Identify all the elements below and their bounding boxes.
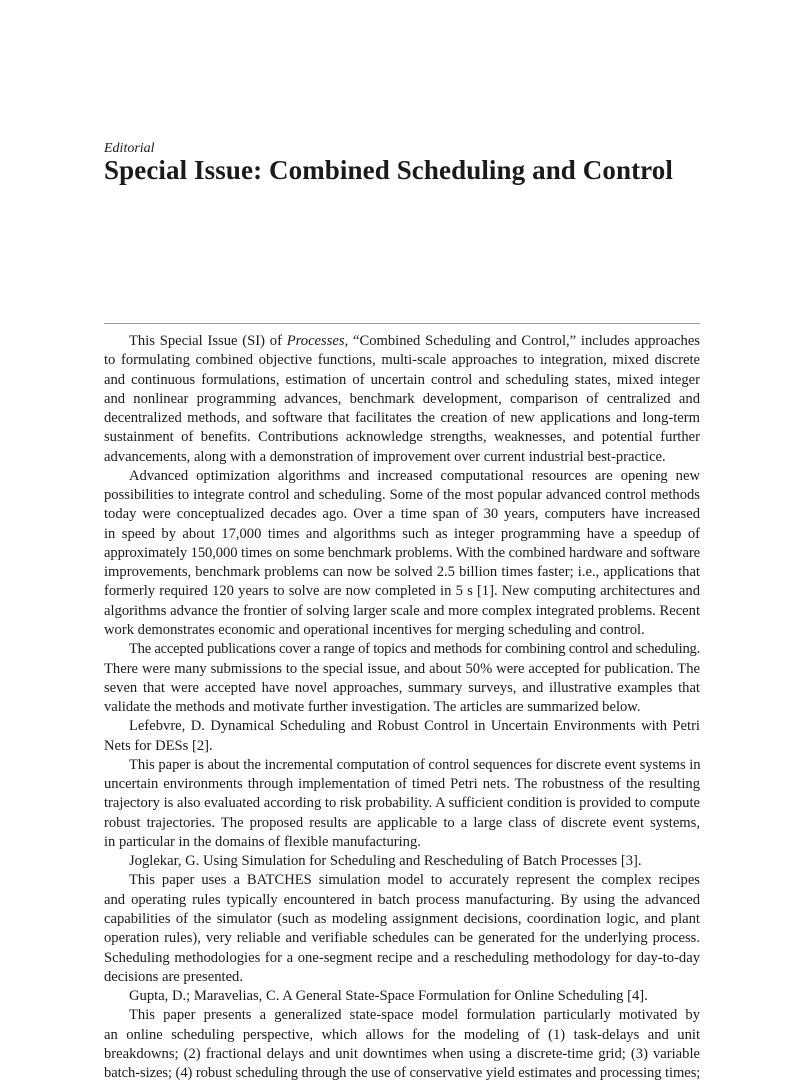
text-line: This Special Issue (SI) of Processes, “Combined Scheduling and Control,” includes approaches [129,333,700,349]
text-line: today were conceptualized decades ago. Over a time span of 30 years, computers have increased [104,506,700,523]
text-line: The accepted publications cover a range of topics and methods for combining control and scheduling. [129,641,700,658]
paragraph [104,871,700,987]
text-line: possibilities to integrate control and scheduling. Some of the most popular advanced control methods [104,487,700,504]
text-line: algorithms advance the frontier of solving larger scale and more complex integrated problems. Recent [104,602,700,619]
text-line: seven that were accepted have novel approaches, summary surveys, and illustrative examples that [104,679,700,696]
text-line: advancements, along with a demonstration of improvement over current industrial best-practice. [104,448,666,465]
text-line: capabilities of the simulator (such as modeling assignment decisions, coordination logic, and plant [104,910,700,927]
paragraph [104,640,700,717]
text-line: and nonlinear programming advances, benchmark development, comparison of centralized and [104,390,700,407]
paragraph [104,1006,700,1083]
text-line: work demonstrates economic and operational incentives for merging scheduling and control. [104,621,645,638]
text-line: decisions are presented. [104,968,243,985]
text-line: approximately 150,000 times on some benchmark problems. With the combined hardware and software [104,544,700,561]
text-line: to formulating combined objective functions, multi-scale approaches to integration, mixed discrete [104,352,700,369]
text-line: Advanced optimization algorithms and increased computational resources are opening new [129,467,700,484]
text-line: improvements, benchmark problems can now be solved 2.5 billion times faster; i.e., applications that [104,564,700,581]
paragraph [104,987,700,1006]
text-line: an online scheduling perspective, which allows for the modeling of (1) task-delays and unit [104,1026,700,1043]
article-title: Special Issue: Combined Scheduling and Control [104,155,673,185]
paragraph [104,467,700,640]
text-line: This paper uses a BATCHES simulation model to accurately represent the complex recipes [129,872,700,889]
text-line: There were many submissions to the special issue, and about 50% were accepted for publication. The [104,660,700,677]
paragraph [104,717,700,756]
text-line: in particular in the domains of flexible manufacturing. [104,833,421,850]
article-kicker: Editorial [104,141,155,156]
text-line: robust trajectories. The proposed results are applicable to a large class of discrete event systems, [104,814,700,831]
text-line: Lefebvre, D. Dynamical Scheduling and Robust Control in Uncertain Environments with Petri [129,718,700,735]
text-line: Scheduling methodologies for a one-segment recipe and a rescheduling methodology for day-to-day [104,949,700,966]
text-line: validate the methods and motivate further investigation. The articles are summarized below. [104,699,641,716]
text-line: decentralized methods, and software that facilitates the creation of new applications and long-term [104,410,700,427]
article-body [104,332,700,1083]
paragraph [104,852,700,871]
text-line: uncertain environments through implementation of timed Petri nets. The robustness of the resulting [104,776,700,793]
text-line: Joglekar, G. Using Simulation for Scheduling and Rescheduling of Batch Processes [3]. [129,853,642,870]
text-line: operation rules), very reliable and verifiable schedules can be generated for the underlying process. [104,930,700,947]
text-line: breakdowns; (2) fractional delays and unit downtimes when using a discrete-time grid; (3) variable [104,1045,700,1062]
title-divider [104,323,700,324]
text-line: Nets for DESs [2]. [104,737,213,754]
text-line: in speed by about 17,000 times and algorithms such as integer programming have a speedup of [104,525,700,542]
text-line: This paper is about the incremental computation of control sequences for discrete event systems in [129,756,701,773]
text-line: Gupta, D.; Maravelias, C. A General State-Space Formulation for Online Scheduling [4]. [129,988,648,1005]
text-line: and continuous formulations, estimation of uncertain control and scheduling states, mixed integer [104,371,700,388]
journal-name: Processes [286,333,345,349]
text-line: This paper presents a generalized state-space model formulation particularly motivated by [129,1007,700,1024]
text-line: and operating rules typically encountered in batch process manufacturing. By using the advanced [104,891,700,908]
text-line: formerly required 120 years to solve are now completed in 5 s [1]. New computing architectures and [104,583,700,600]
text-line: trajectory is also evaluated according to risk probability. A sufficient condition is provided to compute [104,795,700,812]
paragraph [104,756,700,852]
paragraph [104,332,700,467]
text-line: sustainment of benefits. Contributions acknowledge strengths, weaknesses, and potential further [104,429,700,446]
text-line: batch-sizes; (4) robust scheduling through the use of conservative yield estimates and processing times; [104,1065,701,1082]
